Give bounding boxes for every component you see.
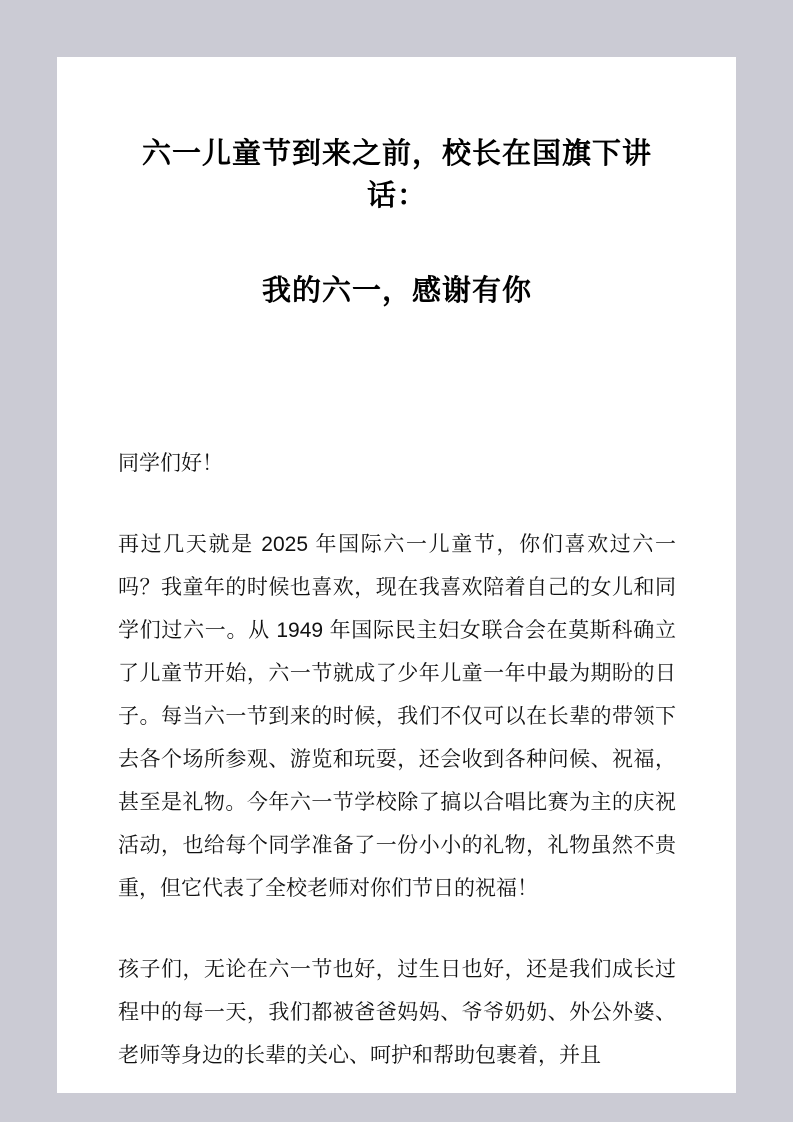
title-line-1: 六一儿童节到来之前，校长在国旗下讲话： [141, 138, 652, 213]
title-line-2: 我的六一，感谢有你 [261, 275, 532, 308]
paragraph-body-2: 孩子们，无论在六一节也好，过生日也好，还是我们成长过程中的每一天，我们都被爸爸妈妈、爷爷奶奶、外公外婆、老师等身边的长辈的关心、呵护和帮助包裹着，并且 [118, 958, 676, 1068]
paragraph-greeting: 同学们好！ [118, 452, 223, 476]
document-page [57, 57, 736, 1093]
document-title [118, 133, 676, 312]
paragraph-body-1: 再过几天就是 2025 年国际六一儿童节，你们喜欢过六一吗？我童年的时候也喜欢，现在我喜欢陪着自己的女儿和同学们过六一。从 1949 年国际民主妇女联合会在莫斯科确立了儿童节开始，六一节就成了少年儿童一年中最为期盼的日子。每当六一节到来的时候，我们不仅可以在长辈的带领下去各个场所参观、游览和玩耍，还会收到各种问候、祝福，甚至是礼物。今年六一节学校除了搞以合唱比赛为主的庆祝活动，也给每个同学准备了一份小小的礼物，礼物虽然不贵重，但它代表了全校老师对你们节日的祝福！ [118, 533, 676, 901]
